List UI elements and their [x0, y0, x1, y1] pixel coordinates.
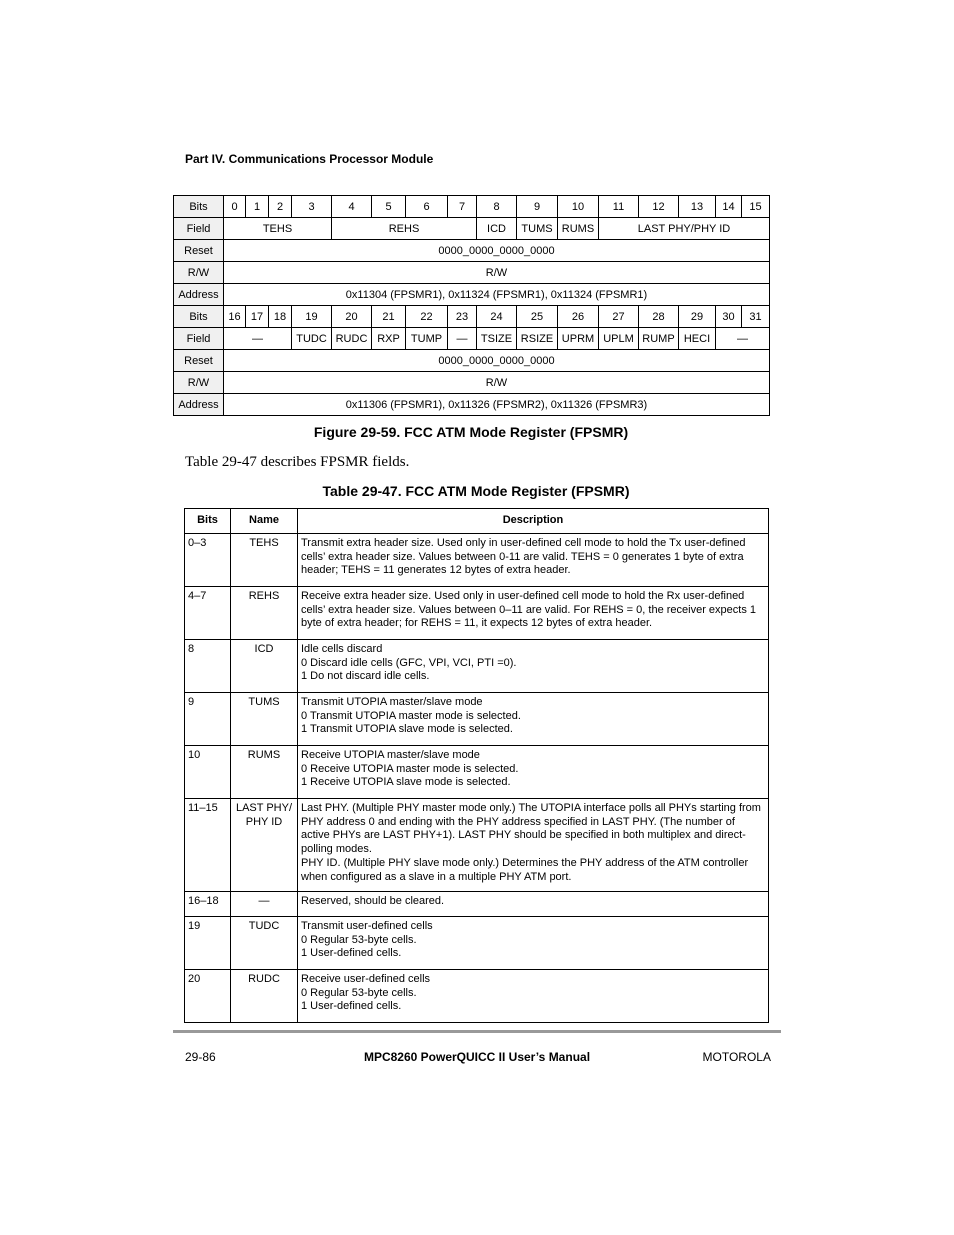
bit-number: 13 [679, 196, 716, 218]
field-cell: — [716, 328, 770, 350]
upper-field-row [174, 218, 770, 240]
table-row [185, 892, 769, 917]
row-label: Field [174, 328, 224, 350]
bit-number: 29 [679, 306, 716, 328]
field-cell: — [448, 328, 477, 350]
field-cell: ICD [477, 218, 517, 240]
bit-number: 5 [372, 196, 406, 218]
row-label: Reset [174, 350, 224, 372]
description-cell [298, 693, 769, 746]
bits-cell: 10 [185, 746, 231, 799]
column-header: Bits [185, 509, 231, 534]
description-line: 0 Discard idle cells (GFC, VPI, VCI, PTI =0). [301, 656, 517, 669]
table-row [185, 917, 769, 970]
field-cell: RSIZE [517, 328, 558, 350]
name-cell: REHS [231, 587, 298, 640]
bit-number: 30 [716, 306, 742, 328]
field-cell: RXP [372, 328, 406, 350]
column-header: Name [231, 509, 298, 534]
name-cell: TUMS [231, 693, 298, 746]
bit-number: 3 [292, 196, 332, 218]
field-cell: TEHS [224, 218, 332, 240]
description-line: Transmit UTOPIA master/slave mode [301, 696, 483, 708]
bit-number: 19 [292, 306, 332, 328]
reset-value: 0000_0000_0000_0000 [224, 240, 770, 262]
table-row [185, 587, 769, 640]
description-line: 1 User-defined cells. [301, 947, 402, 960]
bit-number: 28 [639, 306, 679, 328]
lower-reset-row [174, 350, 770, 372]
field-cell: LAST PHY/PHY ID [599, 218, 770, 240]
description-cell [298, 640, 769, 693]
name-cell: TEHS [231, 534, 298, 587]
description-cell [298, 746, 769, 799]
field-cell: RUMP [639, 328, 679, 350]
address-value: 0x11304 (FPSMR1), 0x11324 (FPSMR1), 0x11324 (FPSMR1) [224, 284, 770, 306]
field-cell: TUDC [292, 328, 332, 350]
bit-number: 25 [517, 306, 558, 328]
manual-title: MPC8260 PowerQUICC II User’s Manual [363, 1050, 591, 1064]
upper-reset-row [174, 240, 770, 262]
lower-rw-row [174, 372, 770, 394]
bit-number: 2 [269, 196, 292, 218]
description-line: Last PHY. (Multiple PHY master mode only.) The UTOPIA interface polls all PHYs starting from PHY address 0 and ending with the PHY address specified in LAST PHY. (The number of active PHYs are LAST PHY+1). LAST PHY should be specified in both multiplex and direct-polling modes. [301, 802, 761, 856]
description-cell [298, 970, 769, 1023]
bit-number: 17 [246, 306, 269, 328]
bit-number: 21 [372, 306, 406, 328]
name-cell: RUDC [231, 970, 298, 1023]
description-line: 1 Receive UTOPIA slave mode is selected. [301, 776, 511, 789]
field-cell: TSIZE [477, 328, 517, 350]
row-label: Address [174, 284, 224, 306]
register-diagram [173, 195, 770, 416]
bits-cell: 19 [185, 917, 231, 970]
bits-cell: 0–3 [185, 534, 231, 587]
bit-number: 9 [517, 196, 558, 218]
table-row [185, 693, 769, 746]
bit-number: 6 [406, 196, 448, 218]
description-line: Receive UTOPIA master/slave mode [301, 749, 480, 761]
page-number: 29-86 [185, 1050, 216, 1064]
upper-address-row [174, 284, 770, 306]
description-line: Receive extra header size. Used only in user-defined cell mode to hold the Rx user-defined cells’ extra header size. Values between 0–11 are valid. For REHS = 0, the receiver expects 1 byte of extra header; for REHS = 11, it expects 12 bytes of extra header. [301, 590, 757, 630]
description-cell [298, 892, 769, 917]
row-label: Bits [174, 306, 224, 328]
figure-caption: Figure 29-59. FCC ATM Mode Register (FPSMR) [313, 424, 629, 440]
bits-cell: 16–18 [185, 892, 231, 917]
field-cell: TUMP [406, 328, 448, 350]
table-caption: Table 29-47. FCC ATM Mode Register (FPSMR) [322, 483, 630, 499]
bit-number: 26 [558, 306, 599, 328]
intro-text: Table 29-47 describes FPSMR fields. [185, 454, 410, 470]
table-row [185, 746, 769, 799]
bit-number: 15 [742, 196, 770, 218]
bit-number: 22 [406, 306, 448, 328]
bit-number: 27 [599, 306, 639, 328]
rw-value: R/W [224, 372, 770, 394]
description-line: 1 Do not discard idle cells. [301, 670, 430, 683]
column-header: Description [298, 509, 769, 534]
description-line: PHY ID. (Multiple PHY slave mode only.) Determines the PHY address of the ATM controller when configured as a slave in a multiple PHY ATM port. [301, 856, 749, 883]
table-row [185, 970, 769, 1023]
description-line: 0 Regular 53-byte cells. [301, 933, 417, 946]
bit-number: 12 [639, 196, 679, 218]
field-cell: UPLM [599, 328, 639, 350]
description-cell [298, 799, 769, 892]
lower-address-row [174, 394, 770, 416]
bit-number: 24 [477, 306, 517, 328]
description-line: Idle cells discard [301, 643, 383, 655]
row-label: R/W [174, 372, 224, 394]
bits-cell: 8 [185, 640, 231, 693]
row-label: Field [174, 218, 224, 240]
description-line: 0 Receive UTOPIA master mode is selected. [301, 762, 519, 775]
company-name: MOTOROLA [702, 1050, 771, 1064]
bit-number: 10 [558, 196, 599, 218]
bits-cell: 20 [185, 970, 231, 1023]
field-cell: TUMS [517, 218, 558, 240]
description-line: Transmit extra header size. Used only in user-defined cell mode to hold the Tx user-defined cells’ extra header size. Values between 0-11 are valid. TEHS = 0 generates 1 byte of extra header; TEHS = 11 generates 12 bytes of extra header. [301, 537, 746, 577]
row-label: Reset [174, 240, 224, 262]
field-cell: REHS [332, 218, 477, 240]
rw-value: R/W [224, 262, 770, 284]
footer-rule [173, 1030, 781, 1033]
table-row [185, 534, 769, 587]
row-label: Address [174, 394, 224, 416]
address-value: 0x11306 (FPSMR1), 0x11326 (FPSMR2), 0x11326 (FPSMR3) [224, 394, 770, 416]
bit-number: 1 [246, 196, 269, 218]
bits-cell: 9 [185, 693, 231, 746]
bits-cell: 4–7 [185, 587, 231, 640]
bit-number: 16 [224, 306, 246, 328]
table-header-row [185, 509, 769, 534]
name-cell: TUDC [231, 917, 298, 970]
name-cell: RUMS [231, 746, 298, 799]
description-cell [298, 917, 769, 970]
reset-value: 0000_0000_0000_0000 [224, 350, 770, 372]
name-cell: LAST PHY/ PHY ID [231, 799, 298, 892]
bit-number: 23 [448, 306, 477, 328]
field-cell: RUMS [558, 218, 599, 240]
table-row [185, 640, 769, 693]
name-cell: ICD [231, 640, 298, 693]
description-cell [298, 587, 769, 640]
lower-field-row [174, 328, 770, 350]
description-line: 1 Transmit UTOPIA slave mode is selected. [301, 723, 513, 736]
bit-number: 7 [448, 196, 477, 218]
name-cell: — [231, 892, 298, 917]
bit-number: 8 [477, 196, 517, 218]
description-line: 0 Transmit UTOPIA master mode is selected. [301, 709, 521, 722]
bit-number: 18 [269, 306, 292, 328]
description-line: Receive user-defined cells [301, 973, 431, 985]
bit-number: 20 [332, 306, 372, 328]
field-description-table [184, 508, 769, 1023]
table-row [185, 799, 769, 892]
bit-number: 4 [332, 196, 372, 218]
bit-number: 0 [224, 196, 246, 218]
bit-number: 31 [742, 306, 770, 328]
description-line: Reserved, should be cleared. [301, 895, 445, 907]
description-line: 1 User-defined cells. [301, 1000, 402, 1013]
description-cell [298, 534, 769, 587]
running-header: Part IV. Communications Processor Module [185, 152, 434, 166]
bit-number: 14 [716, 196, 742, 218]
description-line: 0 Regular 53-byte cells. [301, 986, 417, 999]
description-line: Transmit user-defined cells [301, 920, 433, 932]
upper-rw-row [174, 262, 770, 284]
row-label: Bits [174, 196, 224, 218]
upper-bits-row [174, 196, 770, 218]
field-cell: UPRM [558, 328, 599, 350]
field-cell: RUDC [332, 328, 372, 350]
field-cell: HECI [679, 328, 716, 350]
field-cell: — [224, 328, 292, 350]
row-label: R/W [174, 262, 224, 284]
lower-bits-row [174, 306, 770, 328]
bit-number: 11 [599, 196, 639, 218]
bits-cell: 11–15 [185, 799, 231, 892]
